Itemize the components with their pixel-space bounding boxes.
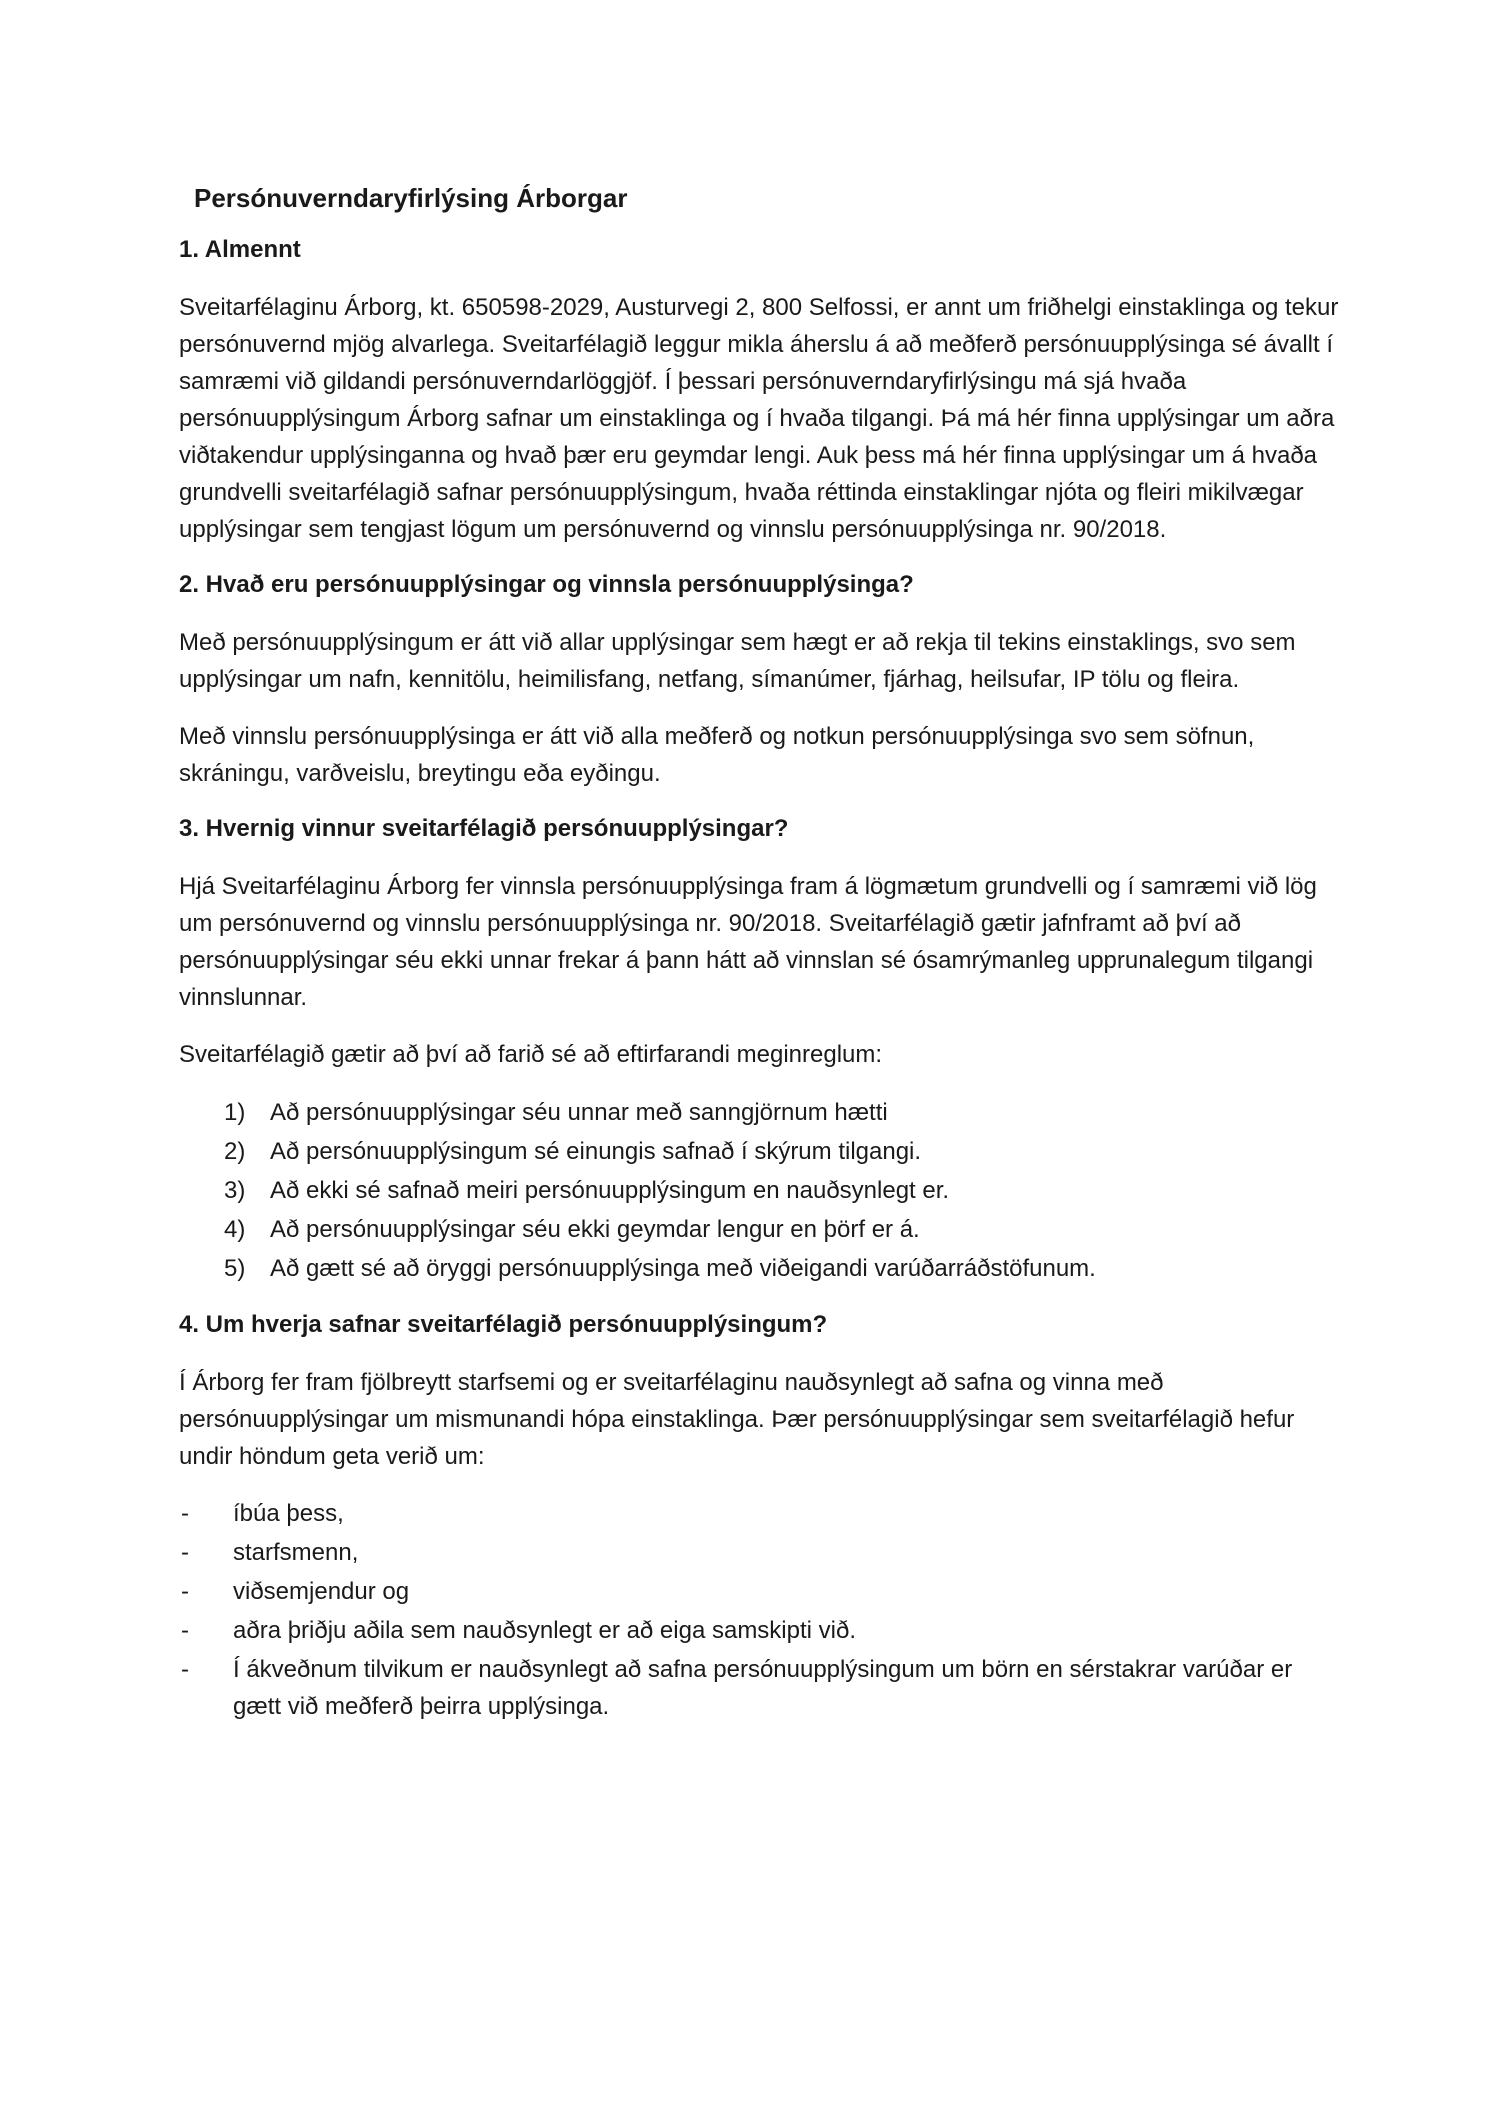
data-subjects-list	[179, 1495, 1339, 1725]
paragraph: Sveitarfélaginu Árborg, kt. 650598-2029, Austurvegi 2, 800 Selfossi, er annt um friðhelgi einstaklinga og tekur persónuvernd mjög alvarlega. Sveitarfélagið leggur mikla áherslu á að meðferð persónuupplýsinga sé ávallt í samræmi við gildandi persónuverndarlöggjöf. Í þessari persónuverndaryfirlýsingu má sjá hvaða persónuupplýsingum Árborg safnar um einstaklinga og í hvaða tilgangi. Þá má hér finna upplýsingar um aðra viðtakendur upplýsinganna og hvað þær eru geymdar lengi. Auk þess má hér finna upplýsingar um á hvaða grundvelli sveitarfélagið safnar persónuupplýsingum, hvaða réttinda einstaklingar njóta og fleiri mikilvægar upplýsingar sem tengjast lögum um persónuvernd og vinnslu persónuupplýsinga nr. 90/2018.	[179, 294, 1339, 543]
section-um-hverja-safnar	[179, 1308, 1339, 1725]
list-number: 1)	[224, 1099, 246, 1126]
section-heading: 4. Um hverja safnar sveitarfélagið persónuupplýsingum?	[179, 1311, 828, 1338]
list-item	[179, 1171, 1339, 1210]
paragraph: Sveitarfélagið gætir að því að farið sé að eftirfarandi meginreglum:	[179, 1041, 883, 1068]
list-dash: -	[181, 1500, 189, 1527]
list-item-text: Að ekki sé safnað meiri persónuupplýsingum en nauðsynlegt er.	[270, 1177, 950, 1204]
section-almennt	[179, 233, 1339, 568]
list-dash: -	[181, 1578, 189, 1605]
list-item-text: aðra þriðju aðila sem nauðsynlegt er að eiga samskipti við.	[233, 1617, 857, 1644]
list-item	[179, 1132, 1339, 1171]
list-item-text: Að persónuupplýsingum sé einungis safnað í skýrum tilgangi.	[270, 1138, 922, 1165]
paragraph: Í Árborg fer fram fjölbreytt starfsemi og er sveitarfélaginu nauðsynlegt að safna og vinna með persónuupplýsingar um mismunandi hópa einstaklinga. Þær persónuupplýsingar sem sveitarfélagið hefur undir höndum geta verið um:	[179, 1369, 1295, 1470]
list-number: 2)	[224, 1138, 246, 1165]
section-hvernig-vinnur	[179, 812, 1339, 1308]
list-item	[179, 1573, 1339, 1610]
paragraph: Með vinnslu persónuupplýsinga er átt við alla meðferð og notkun persónuupplýsinga svo sem söfnun, skráningu, varðveislu, breytingu eða eyðingu.	[179, 723, 1255, 787]
list-item-text: Að gætt sé að öryggi persónuupplýsinga með viðeigandi varúðarráðstöfunum.	[270, 1255, 1096, 1282]
list-item-text: íbúa þess,	[233, 1500, 344, 1527]
list-item	[179, 1249, 1339, 1288]
section-heading: 2. Hvað eru persónuupplýsingar og vinnsla persónuupplýsinga?	[179, 571, 914, 598]
list-number: 3)	[224, 1177, 246, 1204]
list-number: 4)	[224, 1216, 246, 1243]
section-hvad-eru-personuupplysingar	[179, 568, 1339, 812]
list-item	[179, 1093, 1339, 1132]
paragraph: Hjá Sveitarfélaginu Árborg fer vinnsla persónuupplýsinga fram á lögmætum grundvelli og í samræmi við lög um persónuvernd og vinnslu persónuupplýsinga nr. 90/2018. Sveitarfélagið gætir jafnframt að því að persónuupplýsingar séu ekki unnar frekar á þann hátt að vinnslan sé ósamrýmanleg upprunalegum tilgangi vinnslunnar.	[179, 873, 1317, 1011]
list-item-text: Að persónuupplýsingar séu ekki geymdar lengur en þörf er á.	[270, 1216, 920, 1243]
section-heading: 3. Hvernig vinnur sveitarfélagið persónuupplýsingar?	[179, 815, 789, 842]
list-item-text: starfsmenn,	[233, 1539, 359, 1566]
list-item	[179, 1495, 1339, 1532]
document-body	[179, 175, 1339, 1727]
paragraph: Með persónuupplýsingum er átt við allar upplýsingar sem hægt er að rekja til tekins einstaklings, svo sem upplýsingar um nafn, kennitölu, heimilisfang, netfang, símanúmer, fjárhag, heilsufar, IP tölu og fleira.	[179, 629, 1296, 693]
principles-list	[179, 1093, 1339, 1288]
list-item	[179, 1612, 1339, 1649]
section-heading: 1. Almennt	[179, 236, 301, 263]
list-dash: -	[181, 1656, 189, 1683]
list-item-text: Að persónuupplýsingar séu unnar með sanngjörnum hætti	[270, 1099, 888, 1126]
list-item-text: viðsemjendur og	[233, 1578, 410, 1605]
list-dash: -	[181, 1539, 189, 1566]
list-item-text: Í ákveðnum tilvikum er nauðsynlegt að safna persónuupplýsingum um börn en sérstakrar varúðar er gætt við meðferð þeirra upplýsinga.	[233, 1656, 1293, 1720]
document-title: Persónuverndaryfirlýsing Árborgar	[194, 183, 628, 213]
list-item	[179, 1210, 1339, 1249]
list-dash: -	[181, 1617, 189, 1644]
list-number: 5)	[224, 1255, 246, 1282]
list-item	[179, 1534, 1339, 1571]
list-item	[179, 1651, 1339, 1725]
